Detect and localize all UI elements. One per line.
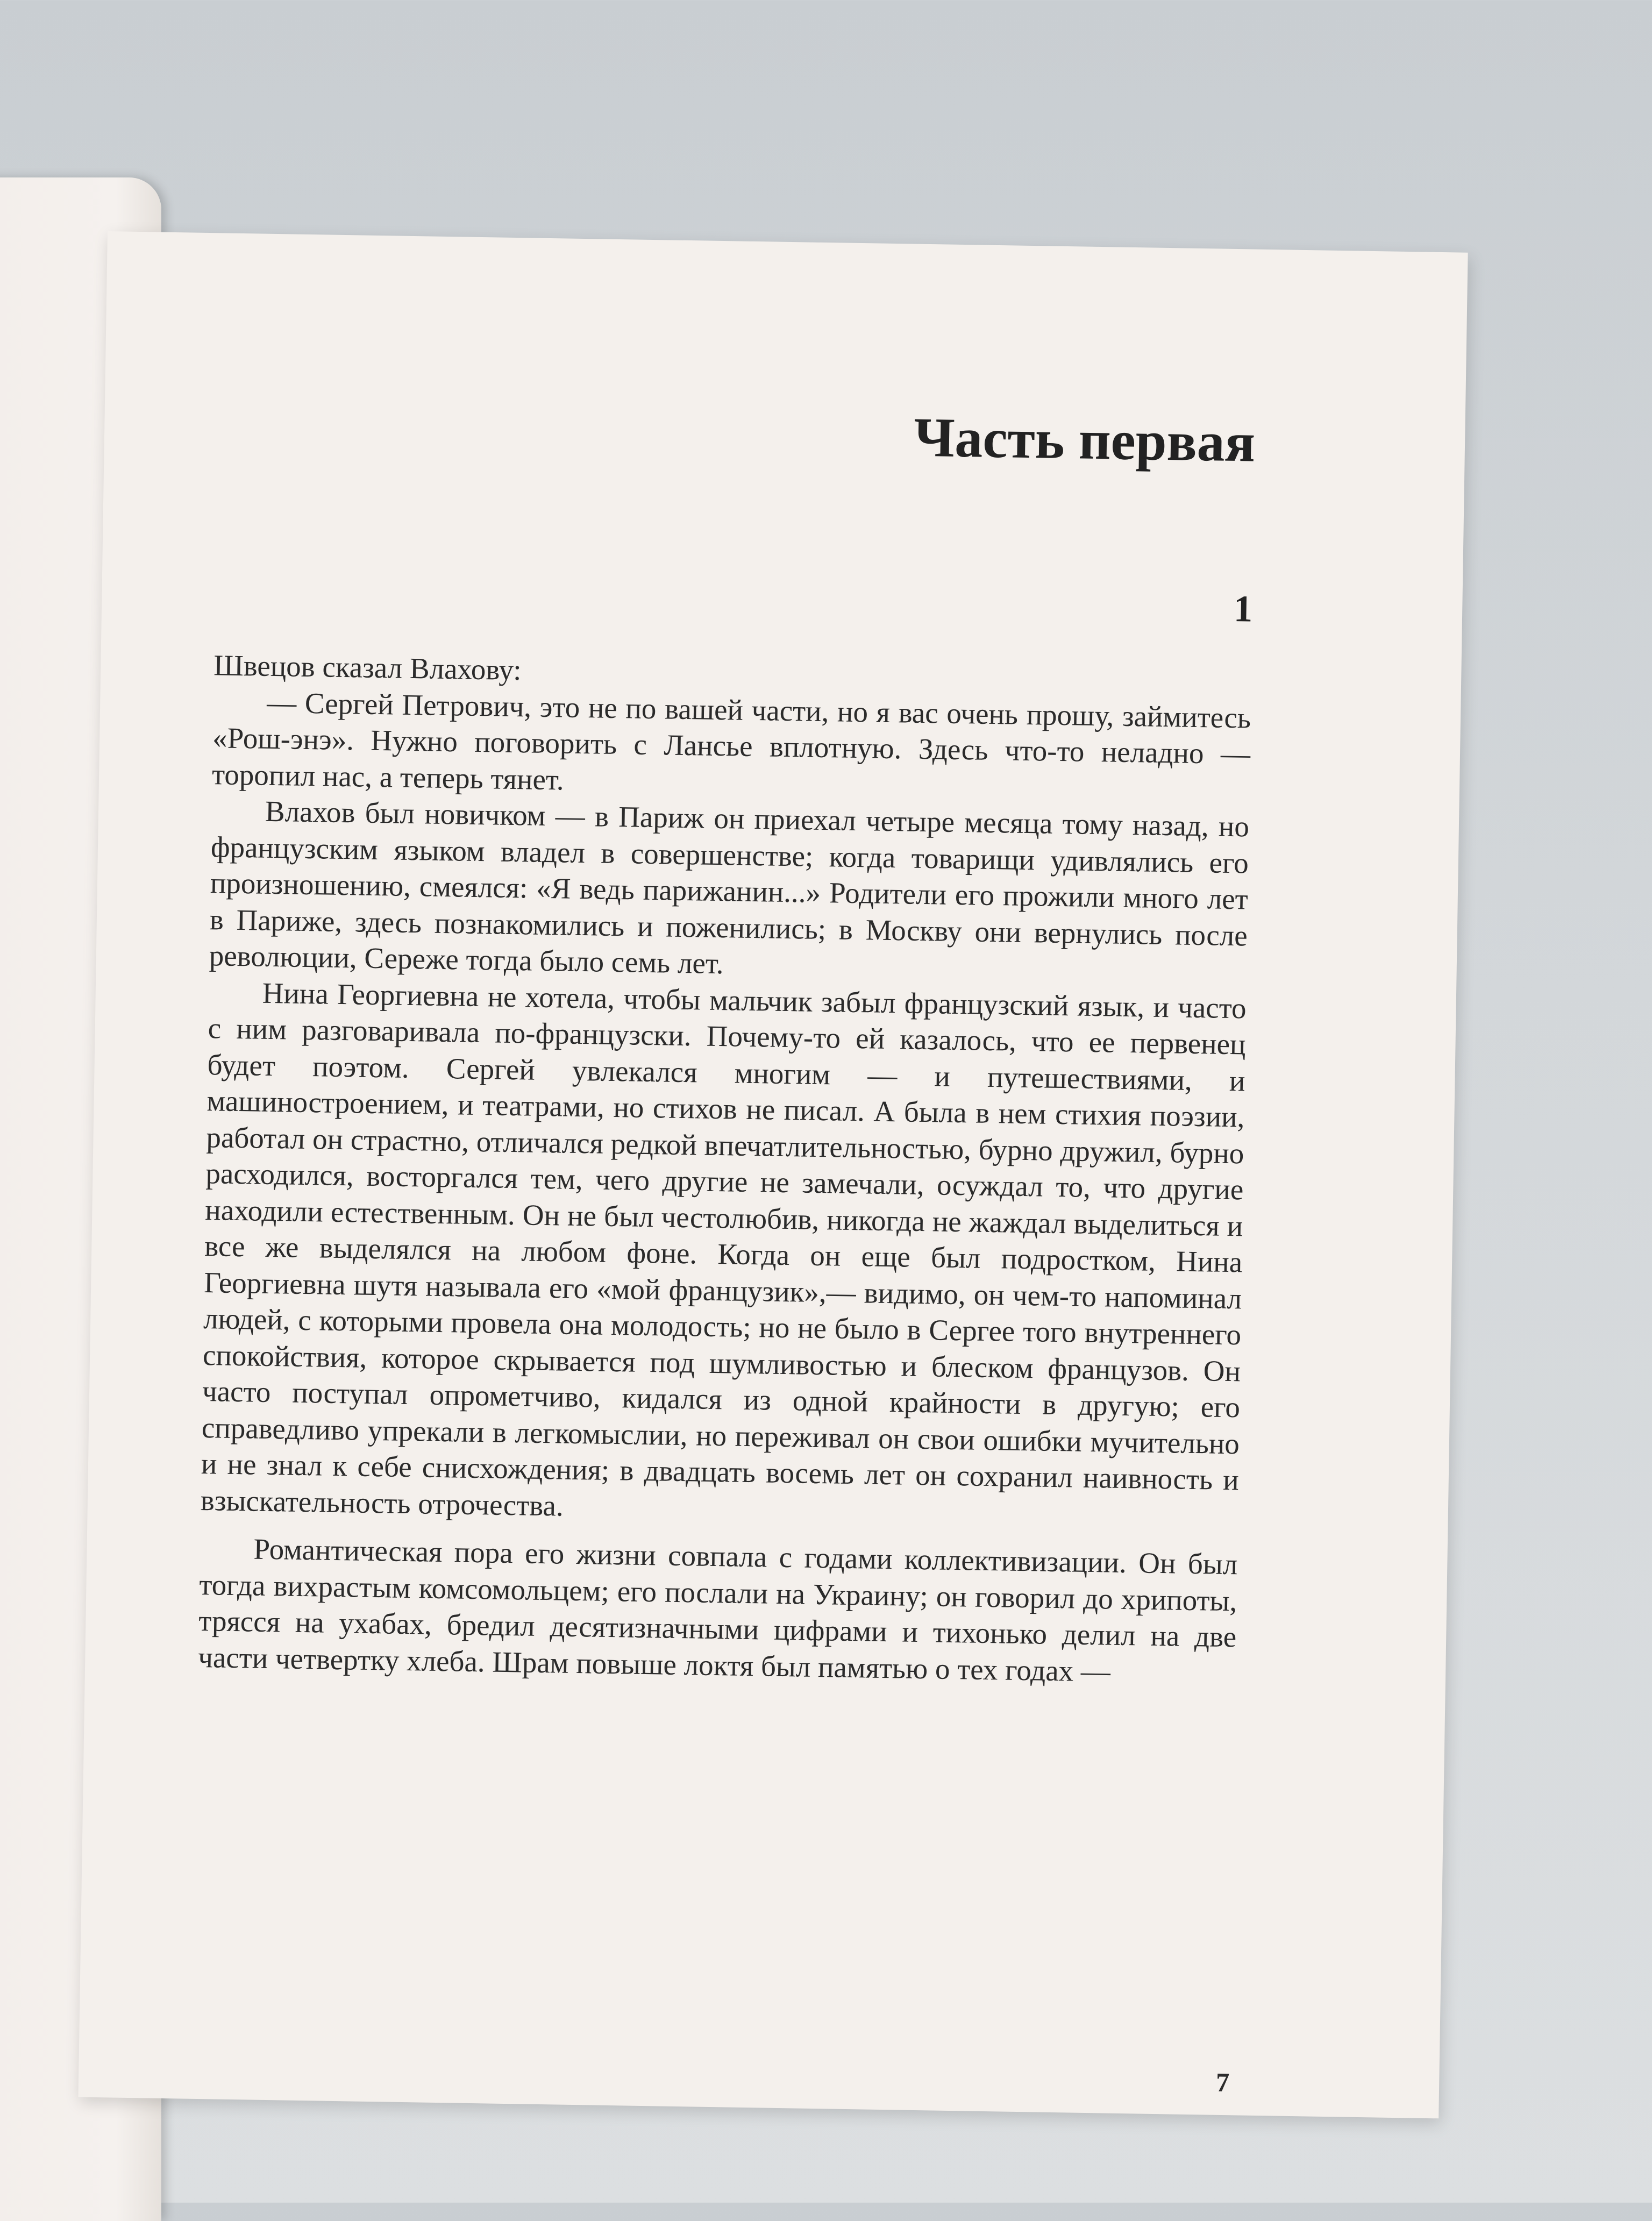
page-content <box>197 394 1256 2098</box>
paragraph: — Сергей Петрович, это не по вашей части, но я вас очень прошу, займитесь «Рош-энэ». Нужно поговорить с Лансье вплотную. Здесь что-то неладно — торопил нас, а теперь тянет. <box>211 686 1251 796</box>
paragraph: Нина Георгиевна не хотела, чтобы мальчик забыл французский язык, и часто с ним разговаривала по-французски. Почему-то ей казалось, что ее первенец будет поэтом. Сергей увлекался многим — и путешествиями, и машиностроением, и театрами, но стихов не писал. А была в нем стихия поэзии, работал он страстно, отличался редкой впечатлительностью, бурно дружил, бурно расходился, восторгался тем, чего другие не замечали, осуждал то, что другие находили естественным. Он не был честолюбив, никогда не жаждал выделиться и все же выделялся на любом фоне. Когда он еще был подростком, Нина Георгиевна шутя называла его «мой французик»,— видимо, он чем-то напоминал людей, с которыми провела она молодость; но не было в Сергее того внутреннего спокойствия, которое скрывается под шумливостью и блеском французов. Он часто поступал опрометчиво, кидался из одной крайности в другую; его справедливо упрекали в легкомыслии, но переживал он свои ошибки мучительно и не знал к себе снисхождения; в двадцать восемь лет он сохранил наивность и взыскательность отрочества. <box>200 976 1247 1522</box>
page-number: 7 <box>1215 2067 1230 2098</box>
part-title: Часть первая <box>913 406 1256 474</box>
book-page <box>78 231 1468 2118</box>
chapter-number: 1 <box>1233 588 1253 630</box>
paragraph: Швецов сказал Влахову: <box>213 649 522 687</box>
paragraph: Влахов был новичком — в Париж он приехал четыре месяца тому назад, но французским языком владел в совершенстве; когда товарищи удивлялись его произношению, смеялся: «Я ведь парижанин...» Родители его прожили много лет в Париже, здесь познакомились и поженились; в Москву они вернулись после революции, Сереже тогда было семь лет. <box>209 794 1250 980</box>
body-text <box>198 647 1252 1691</box>
paragraph: Романтическая пора его жизни совпала с годами коллективизации. Он был тогда вихрастым комсомольцем; его послали на Украину; он говорил до хрипоты, трясся на ухабах, бредил десятизначными цифрами и тихонько делил на две части четвертку хлеба. Шрам повыше локтя был памятью о тех годах — <box>197 1532 1238 1688</box>
